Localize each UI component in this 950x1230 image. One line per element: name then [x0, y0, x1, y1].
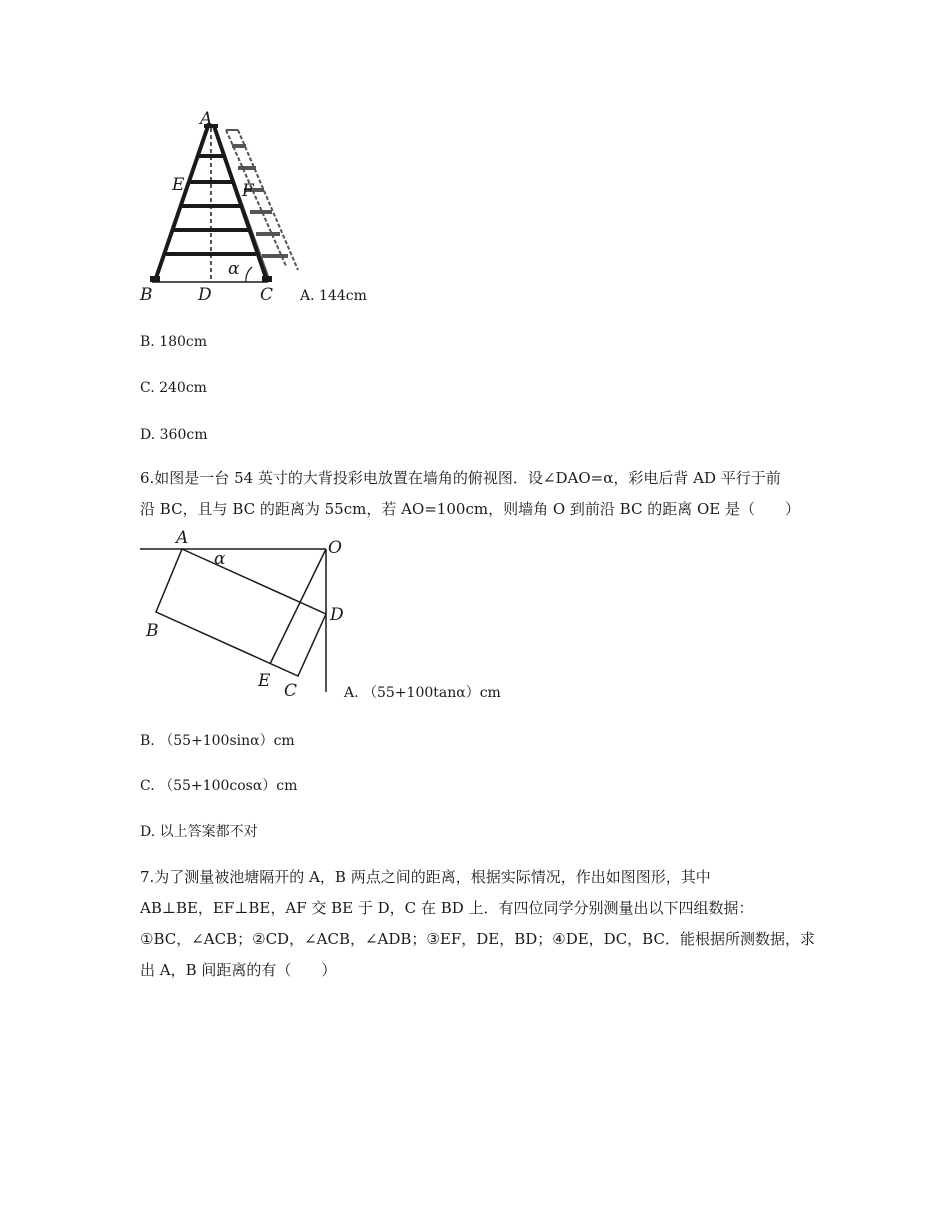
label-d: D: [330, 605, 344, 625]
q7-line-4: 出 A，B 间距离的有（ ）: [140, 961, 337, 979]
q6-option-a: A. （55+100tanα）cm: [344, 685, 501, 701]
alpha-arc: [246, 267, 252, 282]
ladder-foot-right: [262, 276, 272, 282]
ladder-foot-left: [150, 276, 160, 282]
q7-line-3: ①BC，∠ACB；②CD，∠ACB，∠ADB；③EF，DE，BD；④DE，DC，BC．能根据所测数据，求: [140, 930, 815, 948]
q6-line-1: 6.如图是一台 54 英寸的大背投彩电放置在墙角的俯视图．设∠DAO=α，彩电后背 AD 平行于前: [140, 469, 781, 487]
tv-corner-figure: [138, 528, 348, 703]
label-b: B: [140, 285, 153, 305]
label-b: B: [146, 621, 159, 641]
q5-option-b: B. 180cm: [140, 334, 208, 350]
label-c: C: [284, 681, 298, 701]
label-alpha: α: [214, 549, 226, 569]
label-a: A: [200, 109, 213, 129]
label-e: E: [258, 671, 271, 691]
q5-option-a: A. 144cm: [300, 288, 367, 304]
q6-option-d: D. 以上答案都不对: [140, 824, 258, 840]
label-o: O: [328, 538, 342, 558]
oe-line: [270, 549, 326, 664]
q5-option-d: D. 360cm: [140, 427, 208, 443]
label-d: D: [198, 285, 212, 305]
q7-line-1: 7.为了测量被池塘隔开的 A，B 两点之间的距离，根据实际情况，作出如图图形，其中: [140, 868, 711, 886]
q6-option-b: B. （55+100sinα）cm: [140, 733, 295, 749]
q5-option-c: C. 240cm: [140, 380, 207, 396]
q6-option-c: C. （55+100cosα）cm: [140, 778, 298, 794]
label-c: C: [260, 285, 274, 305]
label-a: A: [176, 528, 189, 548]
label-alpha: α: [228, 259, 240, 279]
ladder-figure: [138, 106, 308, 306]
tv-rectangle: [156, 549, 326, 676]
q6-line-2: 沿 BC，且与 BC 的距离为 55cm，若 AO=100cm，则墙角 O 到前沿 BC 的距离 OE 是（ ）: [140, 500, 800, 518]
q7-line-2: AB⊥BE，EF⊥BE，AF 交 BE 于 D，C 在 BD 上．有四位同学分别测量出以下四组数据：: [140, 899, 754, 917]
label-e: E: [172, 175, 185, 195]
label-f: F: [242, 181, 254, 201]
